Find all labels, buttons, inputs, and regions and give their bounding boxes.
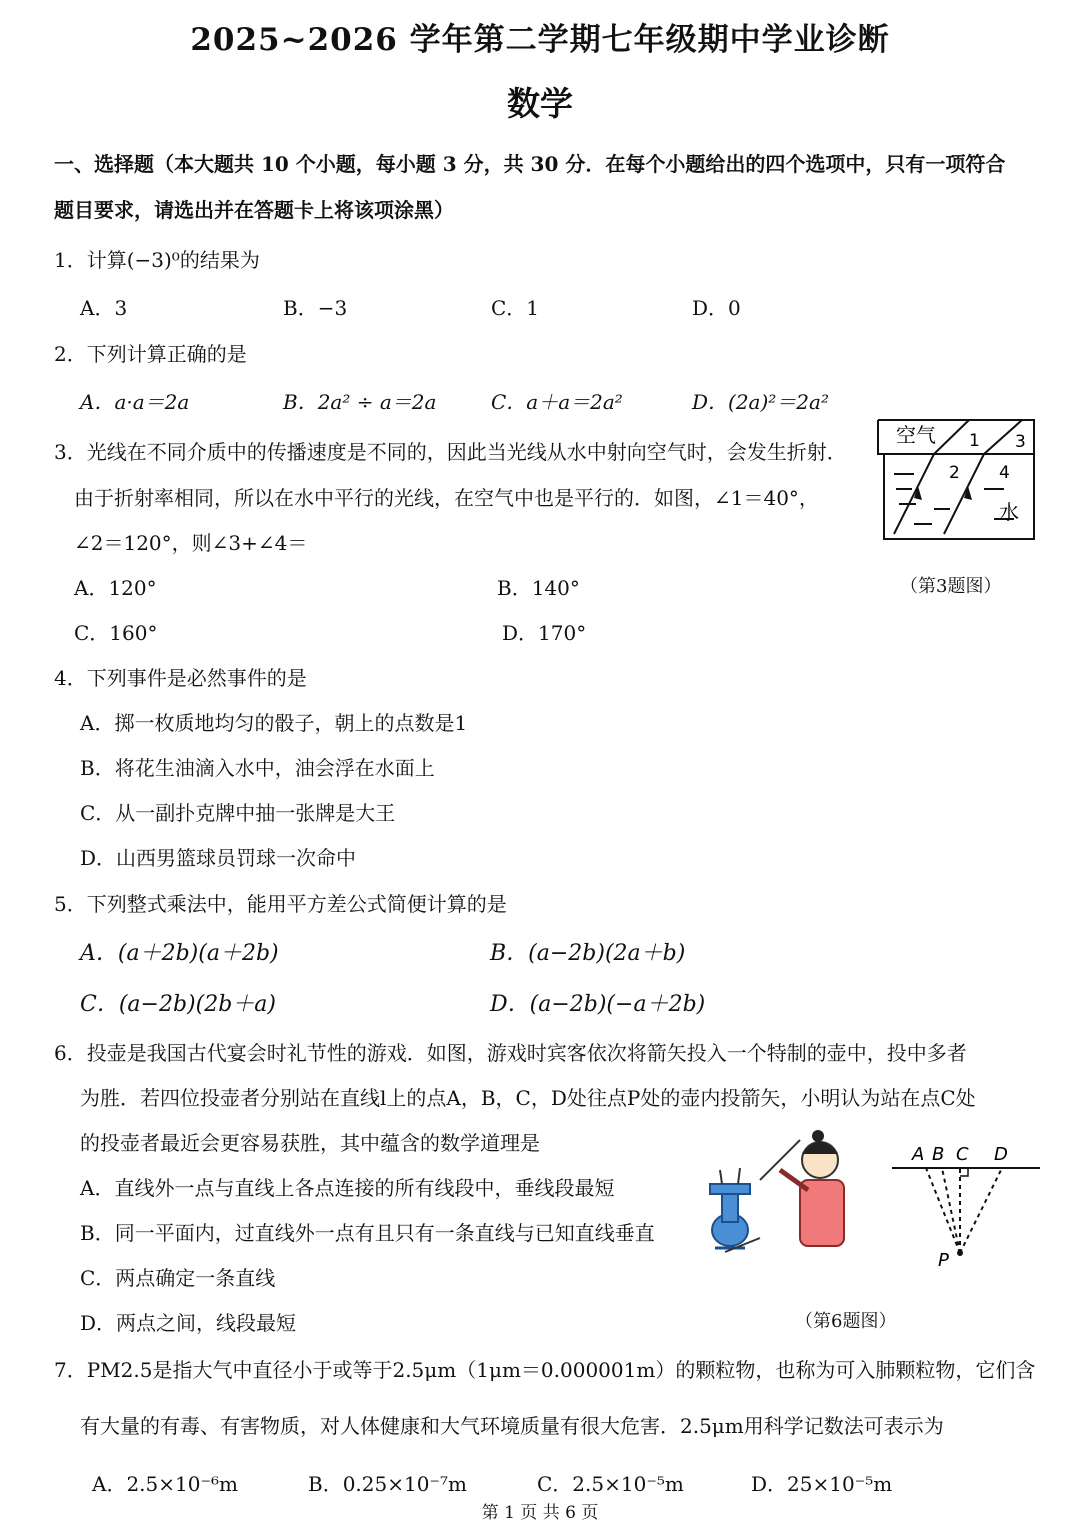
q2-option-a: A．a·a＝2a	[80, 390, 190, 414]
section1-instructions-line2: 题目要求，请选出并在答题卡上将该项涂黑）	[54, 198, 454, 222]
q3-stem-line2: 由于折射率相同，所以在水中平行的光线，在空气中也是平行的．如图，∠1＝40°，	[74, 486, 819, 510]
q3-fig-angle-1: 1	[969, 431, 980, 451]
q7-option-c: C．2.5×10⁻⁵m	[537, 1472, 684, 1496]
q5-stem: 5．下列整式乘法中，能用平方差公式简便计算的是	[54, 892, 507, 916]
q6-fig-point-a: A	[912, 1144, 925, 1165]
q6-geometry-figure	[890, 1138, 1042, 1273]
q3-fig-angle-4: 4	[999, 463, 1010, 483]
q3-figure-caption: （第3题图）	[900, 576, 1002, 597]
q6-stem-line3: 的投壶者最近会更容易获胜，其中蕴含的数学道理是	[80, 1131, 540, 1155]
q4-option-a: A．掷一枚质地均匀的骰子，朝上的点数是1	[80, 711, 468, 735]
q4-option-b: B．将花生油滴入水中，油会浮在水面上	[80, 756, 435, 780]
q5-option-a: A．(a＋2b)(a＋2b)	[80, 941, 279, 966]
q1-option-d: D．0	[692, 296, 741, 320]
q1-option-b: B．−3	[283, 296, 348, 320]
q6-option-b: B．同一平面内，过直线外一点有且只有一条直线与已知直线垂直	[80, 1221, 655, 1245]
q6-stem-line1: 6．投壶是我国古代宴会时礼节性的游戏．如图，游戏时宾客依次将箭矢投入一个特制的壶中，投中多者	[54, 1041, 967, 1065]
q2-stem: 2．下列计算正确的是	[54, 342, 247, 366]
q6-fig-point-c: C	[956, 1144, 969, 1165]
q5-option-c: C．(a−2b)(2b＋a)	[80, 992, 276, 1017]
q5-option-b: B．(a−2b)(2a＋b)	[490, 941, 686, 966]
q7-option-b: B．0.25×10⁻⁷m	[308, 1472, 467, 1496]
q3-fig-angle-3: 3	[1015, 432, 1026, 452]
q7-stem-line2: 有大量的有毒、有害物质，对人体健康和大气环境质量有很大危害．2.5μm用科学记数法可表示为	[80, 1414, 944, 1438]
q2-option-d: D．(2a)²＝2a²	[692, 390, 829, 414]
page-footer: 第 1 页 共 6 页	[481, 1503, 599, 1523]
q3-fig-label-air: 空气	[896, 423, 936, 447]
q6-figure-caption: （第6题图）	[795, 1311, 897, 1332]
q7-option-d: D．25×10⁻⁵m	[751, 1472, 893, 1496]
q1-option-c: C．1	[491, 296, 540, 320]
q6-stem-line2: 为胜．若四位投壶者分别站在直线l上的点A，B，C，D处往点P处的壶内投箭矢，小明认为站在点C处	[80, 1086, 976, 1110]
q3-stem-line1: 3．光线在不同介质中的传播速度是不同的，因此当光线从水中射向空气时，会发生折射．	[54, 440, 847, 464]
q3-option-b: B．140°	[497, 576, 580, 600]
section1-instructions-line1: 一、选择题（本大题共 10 个小题，每小题 3 分，共 30 分．在每个小题给出的四个选项中，只有一项符合	[54, 152, 1006, 176]
page-title: 2025~2026 学年第二学期七年级期中学业诊断	[190, 22, 890, 58]
q4-option-c: C．从一副扑克牌中抽一张牌是大王	[80, 801, 396, 825]
q6-option-c: C．两点确定一条直线	[80, 1266, 276, 1290]
q6-option-d: D．两点之间，线段最短	[80, 1311, 297, 1335]
q1-stem: 1．计算(−3)⁰的结果为	[54, 248, 260, 272]
q5-option-d: D．(a−2b)(−a＋2b)	[490, 992, 706, 1017]
q3-stem-line3: ∠2＝120°，则∠3+∠4＝	[74, 531, 308, 555]
q6-touhu-illustration	[700, 1120, 870, 1260]
q6-fig-point-p: P	[938, 1250, 949, 1271]
q3-refraction-figure	[874, 414, 1038, 544]
q2-option-b: B．2a² ÷ a＝2a	[283, 390, 437, 414]
q4-stem: 4．下列事件是必然事件的是	[54, 666, 307, 690]
q3-option-c: C．160°	[74, 621, 158, 645]
q7-stem-line1: 7．PM2.5是指大气中直径小于或等于2.5μm（1μm＝0.000001m）的颗粒物，也称为可入肺颗粒物，它们含	[54, 1358, 1036, 1382]
q2-option-c: C．a＋a＝2a²	[491, 390, 623, 414]
q4-option-d: D．山西男篮球员罚球一次命中	[80, 846, 357, 870]
q6-fig-point-d: D	[994, 1144, 1008, 1165]
q6-option-a: A．直线外一点与直线上各点连接的所有线段中，垂线段最短	[80, 1176, 615, 1200]
q1-option-a: A．3	[80, 296, 128, 320]
q7-option-a: A．2.5×10⁻⁶m	[92, 1472, 238, 1496]
q3-fig-label-water: 水	[999, 500, 1019, 524]
q3-option-a: A．120°	[74, 576, 157, 600]
q3-fig-angle-2: 2	[949, 463, 960, 483]
touhu-pot-icon	[710, 1168, 750, 1248]
q6-fig-point-b: B	[932, 1144, 945, 1165]
subject-title: 数学	[507, 84, 573, 123]
q3-option-d: D．170°	[502, 621, 587, 645]
thrower-figure-icon	[760, 1130, 844, 1246]
